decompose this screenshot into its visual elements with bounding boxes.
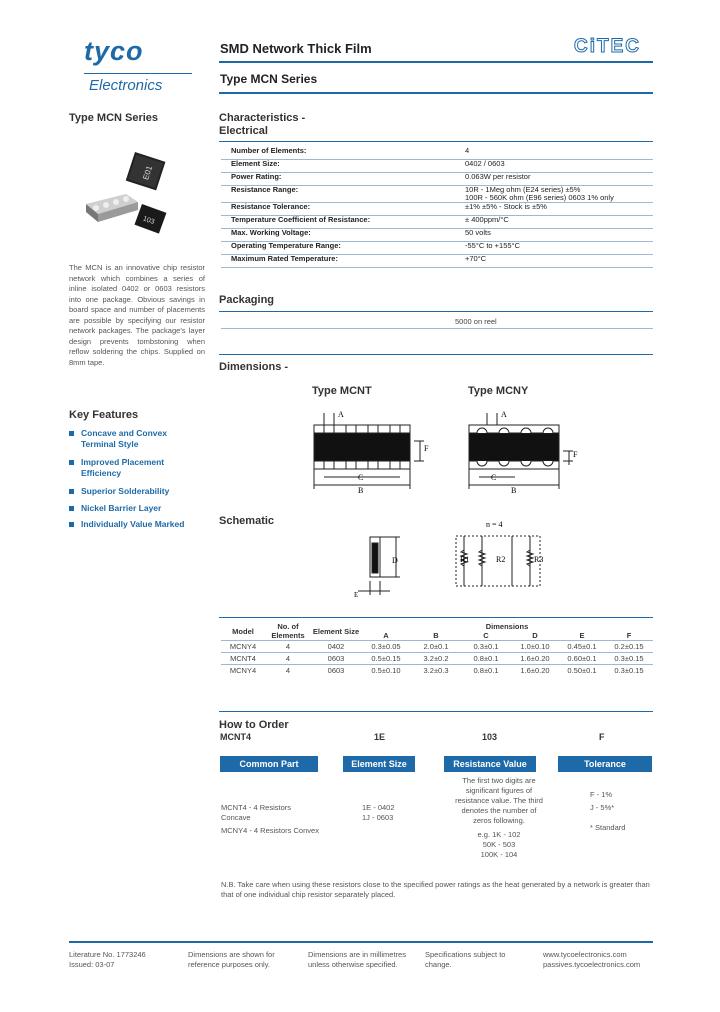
resistance-value-line: e.g. 1K - 102 (477, 830, 521, 839)
characteristic-value: -55°C to +155°C (455, 242, 653, 255)
characteristic-label: Temperature Coefficient of Resistance: (221, 216, 455, 229)
bullet-icon (69, 431, 74, 436)
characteristic-value: ± 400ppm/°C (455, 216, 653, 229)
order-code-tolerance: F (599, 732, 605, 742)
title-rule (219, 61, 653, 63)
order-rule (219, 711, 653, 712)
series-description: The MCN is an innovative chip resistor network which combines a series of inline isolated 0402 or 0603 resistors into one package. Obvious savings in board space and number of placements are possible by specifying our resistor network packages. The package's layer design prevents tombstoning when reflow soldering the chips. Supplied on 8mm tape. (69, 263, 205, 367)
common-part-header: Common Part (220, 756, 318, 772)
table-cell: 0.5±0.10 (361, 665, 411, 677)
footer-dim-ref: Dimensions are shown for reference purposes only. (188, 950, 275, 969)
dimensions-rule (219, 354, 653, 355)
series-title: Type MCN Series (69, 112, 159, 124)
dim-header-a: A (383, 631, 389, 640)
characteristics-row (221, 147, 653, 160)
characteristics-row (221, 186, 653, 203)
key-feature-item: Improved Placement Efficiency (69, 457, 191, 479)
table-cell: 0402 (311, 641, 361, 653)
footer-literature: Literature No. 1773246 Issued: 03-07 (69, 950, 146, 969)
dim-c-label: C (358, 473, 364, 482)
footer-web (543, 950, 640, 970)
characteristic-label: Power Rating: (221, 173, 455, 186)
dim-header-e: E (579, 631, 585, 640)
table-cell: 0.50±0.1 (559, 665, 605, 677)
characteristics-row (221, 229, 653, 242)
table-cell: 0.45±0.1 (559, 641, 605, 653)
characteristics-subtitle: Electrical (219, 125, 268, 137)
r3-label: R3 (534, 555, 544, 564)
characteristic-label: Element Size: (221, 160, 455, 173)
key-feature-item: Nickel Barrier Layer (69, 503, 191, 514)
tolerance-header: Tolerance (558, 756, 652, 772)
tolerance-list: F - 1% J - 5%* * Standard (590, 790, 626, 832)
characteristics-row (221, 242, 653, 255)
table-cell: 0.3±0.15 (605, 653, 653, 665)
characteristic-label: Operating Temperature Range: (221, 242, 455, 255)
order-note: N.B. Take care when using these resistors close to the specified power ratings as the heat generated by a network is greater than that of one individual chip resistor separately placed. (221, 880, 650, 899)
table-cell: 4 (265, 653, 311, 665)
resistance-value-line: 100K - 104 (480, 850, 518, 859)
element-size-header: Element Size (343, 756, 415, 772)
dim-c-label: C (491, 473, 497, 482)
resistance-value-line: significant figures of (465, 786, 533, 795)
schematic-circuit (452, 516, 562, 596)
dim-d-label: D (392, 556, 398, 565)
mcny-drawing (455, 405, 585, 495)
characteristics-rule (219, 141, 653, 142)
order-code-value: 103 (482, 732, 498, 742)
resistance-value-line: resistance value. The third (455, 796, 543, 805)
bullet-icon (69, 489, 74, 494)
packaging-value: 5000 on reel (455, 317, 497, 326)
characteristics-row (221, 173, 653, 186)
table-cell: 0.2±0.15 (605, 641, 653, 653)
resistance-value-line: The first two digits are (462, 776, 536, 785)
order-code-part: MCNT4 (220, 732, 251, 742)
dim-header-group: Dimensions (485, 622, 529, 631)
dim-e-label: E (354, 591, 359, 599)
footer-spec: Specifications subject to change. (425, 950, 506, 969)
type-mcnt-label: Type MCNT (312, 385, 372, 397)
table-cell: 0.3±0.15 (605, 665, 653, 677)
characteristic-label: Maximum Rated Temperature: (221, 255, 455, 268)
dim-header-d: D (532, 631, 538, 640)
chip-photo (80, 148, 190, 244)
resistance-value-line: denotes the number of (461, 806, 537, 815)
table-cell: 0603 (311, 665, 361, 677)
table-cell: 2.0±0.1 (411, 641, 461, 653)
element-size-list: 1E - 0402 1J - 0603 (362, 803, 395, 822)
table-cell: 4 (265, 665, 311, 677)
dim-header-model: Model (232, 626, 254, 636)
characteristics-row (221, 216, 653, 229)
dim-a-label: A (338, 410, 344, 419)
characteristic-value: 4 (455, 147, 653, 160)
dimensions-title: Dimensions - (219, 361, 289, 373)
dim-header-b: B (433, 631, 439, 640)
subtitle-rule (219, 92, 653, 94)
table-cell: 0.8±0.1 (461, 665, 511, 677)
dim-table-rule (219, 617, 653, 618)
table-row (221, 653, 653, 665)
characteristic-value: 10R - 1Meg ohm (E24 series) ±5% 100R - 560K ohm (E96 series) 0603 1% only (455, 186, 653, 203)
electronics-logo-text: Electronics (89, 77, 163, 94)
dimensions-table (221, 622, 653, 676)
characteristic-label: Max. Working Voltage: (221, 229, 455, 242)
characteristic-label: Resistance Tolerance: (221, 203, 455, 216)
table-cell: 0.5±0.15 (361, 653, 411, 665)
citec-logo: CiTEC (574, 36, 641, 57)
page-title: SMD Network Thick Film (220, 41, 372, 56)
chip-mark: E01 (141, 164, 155, 181)
r2-label: R2 (496, 555, 506, 564)
footer-rule (69, 941, 653, 943)
bullet-icon (69, 460, 74, 465)
table-cell: MCNY4 (221, 665, 265, 677)
characteristics-table (221, 147, 653, 268)
order-code-size: 1E (374, 732, 386, 742)
logo-rule (84, 73, 192, 74)
svg-text:103: 103 (141, 215, 156, 227)
bullet-icon (69, 522, 74, 527)
characteristic-value: 0.063W per resistor (455, 173, 653, 186)
characteristics-title: Characteristics - (219, 112, 306, 124)
table-cell: 3.2±0.3 (411, 665, 461, 677)
characteristic-label: Resistance Range: (221, 186, 455, 203)
how-to-order-title: How to Order (219, 719, 289, 731)
table-row (221, 665, 653, 677)
key-feature-item: Superior Solderability (69, 486, 191, 497)
characteristics-row (221, 203, 653, 216)
dim-a-label: A (501, 410, 507, 419)
table-cell: 4 (265, 641, 311, 653)
dim-f-label: F (424, 444, 429, 453)
dim-header-f: F (626, 631, 632, 640)
dim-f-label: F (573, 450, 578, 459)
schematic-side-view (350, 533, 420, 603)
packaging-row-line (221, 328, 653, 329)
table-cell: 3.2±0.2 (411, 653, 461, 665)
packaging-rule (219, 311, 653, 312)
characteristic-label: Number of Elements: (221, 147, 455, 160)
tyco-logo: tyco (84, 36, 144, 66)
resistance-value-header: Resistance Value (444, 756, 536, 772)
packaging-title: Packaging (219, 294, 275, 306)
key-feature-item: Concave and Convex Terminal Style (69, 428, 191, 450)
website-link[interactable]: www.tycoelectronics.com (543, 950, 627, 959)
characteristic-value: 50 volts (455, 229, 653, 242)
footer-mm: Dimensions are in millimetres unless otherwise specified. (308, 950, 406, 969)
table-cell: 0.3±0.1 (461, 641, 511, 653)
table-cell: 1.6±0.20 (511, 653, 559, 665)
characteristic-value: ±1% ±5% - Stock is ±5% (455, 203, 653, 216)
table-cell: MCNT4 (221, 653, 265, 665)
table-cell: 0.8±0.1 (461, 653, 511, 665)
r1-label: R1 (460, 555, 470, 564)
table-cell: MCNY4 (221, 641, 265, 653)
dim-header-c: C (483, 631, 489, 640)
dim-header-size: Element Size (312, 626, 360, 636)
table-cell: 0.3±0.05 (361, 641, 411, 653)
resistance-value-line: 50K - 503 (482, 840, 516, 849)
resistance-value-list (454, 776, 544, 860)
table-cell: 0603 (311, 653, 361, 665)
table-cell: 1.0±0.10 (511, 641, 559, 653)
key-features-title: Key Features (69, 409, 139, 421)
schematic-title: Schematic (219, 515, 275, 527)
page-subtitle: Type MCN Series (220, 72, 318, 86)
table-row (221, 641, 653, 653)
dim-b-label: B (511, 486, 517, 495)
bullet-icon (69, 506, 74, 511)
common-part-list: MCNT4 - 4 Resistors Concave MCNY4 - 4 Resistors Convex (221, 803, 319, 835)
key-feature-item: Individually Value Marked (69, 519, 211, 530)
characteristic-value: +70°C (455, 255, 653, 268)
dim-b-label: B (358, 486, 364, 495)
characteristic-value: 0402 / 0603 (455, 160, 653, 173)
table-cell: 1.6±0.20 (511, 665, 559, 677)
characteristics-row (221, 160, 653, 173)
mcnt-drawing (300, 405, 440, 495)
characteristics-row (221, 255, 653, 268)
type-mcny-label: Type MCNY (468, 385, 529, 397)
dim-header-elements: No. of Elements (271, 622, 305, 640)
resistance-value-line: zeros following. (473, 816, 525, 825)
table-cell: 0.60±0.1 (559, 653, 605, 665)
schematic-n-label: n = 4 (486, 520, 503, 529)
passives-website-link[interactable]: passives.tycoelectronics.com (543, 960, 641, 969)
